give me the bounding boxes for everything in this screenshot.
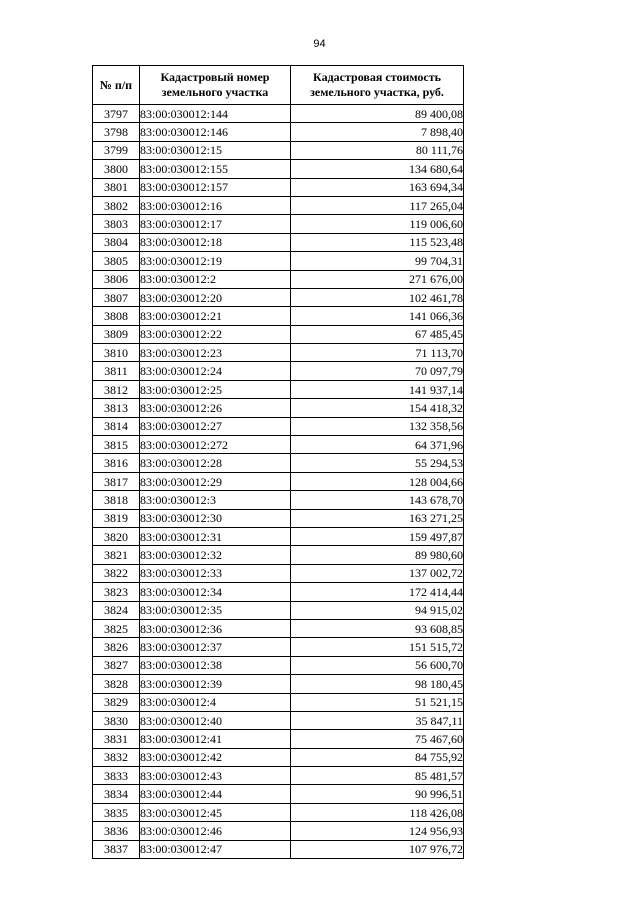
cadastral-number-cell: 83:00:030012:4 xyxy=(140,693,291,711)
row-number-cell: 3820 xyxy=(93,527,140,545)
row-number-cell: 3826 xyxy=(93,638,140,656)
cadastral-cost-cell: 35 847,11 xyxy=(291,711,464,729)
cadastral-number-cell: 83:00:030012:43 xyxy=(140,767,291,785)
cadastral-number-cell: 83:00:030012:155 xyxy=(140,160,291,178)
table-row xyxy=(93,270,464,288)
table-row xyxy=(93,803,464,821)
cadastral-cost-cell: 143 678,70 xyxy=(291,491,464,509)
row-number-cell: 3832 xyxy=(93,748,140,766)
cadastral-number-cell: 83:00:030012:16 xyxy=(140,196,291,214)
cadastral-number-cell: 83:00:030012:28 xyxy=(140,454,291,472)
table-row xyxy=(93,417,464,435)
row-number-cell: 3830 xyxy=(93,711,140,729)
table-row xyxy=(93,730,464,748)
cadastral-cost-cell: 75 467,60 xyxy=(291,730,464,748)
cadastral-number-cell: 83:00:030012:46 xyxy=(140,822,291,840)
table-row xyxy=(93,693,464,711)
cadastral-cost-cell: 163 694,34 xyxy=(291,178,464,196)
table-body xyxy=(93,105,464,859)
cadastral-number-cell: 83:00:030012:32 xyxy=(140,546,291,564)
table-row xyxy=(93,638,464,656)
table-row xyxy=(93,215,464,233)
cadastral-number-cell: 83:00:030012:38 xyxy=(140,656,291,674)
cadastral-cost-cell: 7 898,40 xyxy=(291,123,464,141)
table-row xyxy=(93,233,464,251)
cadastral-cost-cell: 55 294,53 xyxy=(291,454,464,472)
row-number-cell: 3816 xyxy=(93,454,140,472)
table-row xyxy=(93,546,464,564)
table-row xyxy=(93,491,464,509)
cadastral-cost-cell: 271 676,00 xyxy=(291,270,464,288)
row-number-cell: 3822 xyxy=(93,564,140,582)
table-row xyxy=(93,436,464,454)
cadastral-cost-cell: 172 414,44 xyxy=(291,583,464,601)
cadastral-cost-cell: 56 600,70 xyxy=(291,656,464,674)
cadastral-number-cell: 83:00:030012:29 xyxy=(140,472,291,490)
cadastral-number-cell: 83:00:030012:30 xyxy=(140,509,291,527)
cadastral-cost-cell: 159 497,87 xyxy=(291,527,464,545)
row-number-cell: 3817 xyxy=(93,472,140,490)
cadastral-cost-cell: 107 976,72 xyxy=(291,840,464,858)
cadastral-cost-cell: 154 418,32 xyxy=(291,399,464,417)
table-row xyxy=(93,160,464,178)
table-row xyxy=(93,711,464,729)
cadastral-number-cell: 83:00:030012:31 xyxy=(140,527,291,545)
row-number-cell: 3803 xyxy=(93,215,140,233)
row-number-cell: 3825 xyxy=(93,619,140,637)
row-number-cell: 3828 xyxy=(93,675,140,693)
table-row xyxy=(93,509,464,527)
table-row xyxy=(93,307,464,325)
row-number-cell: 3815 xyxy=(93,436,140,454)
page-number: 94 xyxy=(313,38,326,50)
row-number-cell: 3835 xyxy=(93,803,140,821)
cadastral-number-cell: 83:00:030012:146 xyxy=(140,123,291,141)
table-row xyxy=(93,822,464,840)
cadastral-number-cell: 83:00:030012:22 xyxy=(140,325,291,343)
cadastral-cost-cell: 163 271,25 xyxy=(291,509,464,527)
cadastral-cost-cell: 119 006,60 xyxy=(291,215,464,233)
cadastral-number-cell: 83:00:030012:36 xyxy=(140,619,291,637)
cadastral-number-cell: 83:00:030012:44 xyxy=(140,785,291,803)
row-number-cell: 3813 xyxy=(93,399,140,417)
cadastral-cost-cell: 141 937,14 xyxy=(291,380,464,398)
cadastral-cost-cell: 102 461,78 xyxy=(291,288,464,306)
cadastral-number-cell: 83:00:030012:24 xyxy=(140,362,291,380)
cadastral-number-cell: 83:00:030012:40 xyxy=(140,711,291,729)
cadastral-number-cell: 83:00:030012:2 xyxy=(140,270,291,288)
cadastral-number-cell: 83:00:030012:47 xyxy=(140,840,291,858)
cadastral-cost-cell: 67 485,45 xyxy=(291,325,464,343)
row-number-cell: 3827 xyxy=(93,656,140,674)
cadastral-number-cell: 83:00:030012:45 xyxy=(140,803,291,821)
table-row xyxy=(93,601,464,619)
row-number-cell: 3800 xyxy=(93,160,140,178)
cadastral-cost-cell: 118 426,08 xyxy=(291,803,464,821)
cadastral-cost-cell: 115 523,48 xyxy=(291,233,464,251)
cadastral-number-cell: 83:00:030012:18 xyxy=(140,233,291,251)
table-row xyxy=(93,454,464,472)
row-number-cell: 3798 xyxy=(93,123,140,141)
table-row xyxy=(93,288,464,306)
row-number-cell: 3837 xyxy=(93,840,140,858)
cadastral-cost-cell: 93 608,85 xyxy=(291,619,464,637)
cadastral-cost-cell: 141 066,36 xyxy=(291,307,464,325)
cadastral-cost-cell: 89 980,60 xyxy=(291,546,464,564)
cadastral-cost-cell: 151 515,72 xyxy=(291,638,464,656)
table-row xyxy=(93,362,464,380)
table-row xyxy=(93,748,464,766)
cadastral-cost-cell: 134 680,64 xyxy=(291,160,464,178)
table-row xyxy=(93,675,464,693)
cadastral-number-cell: 83:00:030012:19 xyxy=(140,252,291,270)
table-row xyxy=(93,252,464,270)
table-header xyxy=(93,66,464,105)
cadastral-value-table xyxy=(92,65,464,859)
table-row xyxy=(93,178,464,196)
cadastral-number-cell: 83:00:030012:3 xyxy=(140,491,291,509)
cadastral-number-cell: 83:00:030012:15 xyxy=(140,141,291,159)
table-row xyxy=(93,344,464,362)
cadastral-number-cell: 83:00:030012:23 xyxy=(140,344,291,362)
row-number-cell: 3799 xyxy=(93,141,140,159)
cadastral-number-cell: 83:00:030012:157 xyxy=(140,178,291,196)
cadastral-number-cell: 83:00:030012:35 xyxy=(140,601,291,619)
cadastral-cost-cell: 117 265,04 xyxy=(291,196,464,214)
row-number-cell: 3804 xyxy=(93,233,140,251)
table-row xyxy=(93,619,464,637)
row-number-cell: 3833 xyxy=(93,767,140,785)
table-row xyxy=(93,583,464,601)
cadastral-cost-cell: 85 481,57 xyxy=(291,767,464,785)
cadastral-cost-cell: 94 915,02 xyxy=(291,601,464,619)
cadastral-cost-cell: 99 704,31 xyxy=(291,252,464,270)
cadastral-number-cell: 83:00:030012:42 xyxy=(140,748,291,766)
row-number-cell: 3808 xyxy=(93,307,140,325)
row-number-cell: 3801 xyxy=(93,178,140,196)
cadastral-cost-cell: 137 002,72 xyxy=(291,564,464,582)
cadastral-number-cell: 83:00:030012:34 xyxy=(140,583,291,601)
row-number-cell: 3812 xyxy=(93,380,140,398)
cadastral-cost-cell: 80 111,76 xyxy=(291,141,464,159)
table-row xyxy=(93,325,464,343)
row-number-cell: 3797 xyxy=(93,105,140,123)
header-row xyxy=(93,66,464,105)
cadastral-number-cell: 83:00:030012:21 xyxy=(140,307,291,325)
cadastral-number-cell: 83:00:030012:20 xyxy=(140,288,291,306)
cadastral-cost-cell: 51 521,15 xyxy=(291,693,464,711)
header-cadastral-cost: Кадастровая стоимость земельного участка, руб. xyxy=(291,66,464,105)
cadastral-cost-cell: 124 956,93 xyxy=(291,822,464,840)
cadastral-number-cell: 83:00:030012:26 xyxy=(140,399,291,417)
cadastral-number-cell: 83:00:030012:144 xyxy=(140,105,291,123)
row-number-cell: 3802 xyxy=(93,196,140,214)
cadastral-cost-cell: 71 113,70 xyxy=(291,344,464,362)
table-row xyxy=(93,196,464,214)
table-row xyxy=(93,123,464,141)
row-number-cell: 3821 xyxy=(93,546,140,564)
cadastral-number-cell: 83:00:030012:33 xyxy=(140,564,291,582)
table-row xyxy=(93,380,464,398)
cadastral-number-cell: 83:00:030012:39 xyxy=(140,675,291,693)
row-number-cell: 3806 xyxy=(93,270,140,288)
table-row xyxy=(93,527,464,545)
row-number-cell: 3819 xyxy=(93,509,140,527)
cadastral-number-cell: 83:00:030012:25 xyxy=(140,380,291,398)
table-row xyxy=(93,141,464,159)
row-number-cell: 3818 xyxy=(93,491,140,509)
row-number-cell: 3829 xyxy=(93,693,140,711)
row-number-cell: 3807 xyxy=(93,288,140,306)
table-row xyxy=(93,840,464,858)
cadastral-number-cell: 83:00:030012:41 xyxy=(140,730,291,748)
table-row xyxy=(93,105,464,123)
table-row xyxy=(93,472,464,490)
header-cadastral-number: Кадастровый номер земельного участка xyxy=(140,66,291,105)
row-number-cell: 3836 xyxy=(93,822,140,840)
cadastral-number-cell: 83:00:030012:272 xyxy=(140,436,291,454)
table-row xyxy=(93,656,464,674)
cadastral-cost-cell: 98 180,45 xyxy=(291,675,464,693)
row-number-cell: 3814 xyxy=(93,417,140,435)
header-num: № п/п xyxy=(93,66,140,105)
table-row xyxy=(93,564,464,582)
cadastral-cost-cell: 128 004,66 xyxy=(291,472,464,490)
cadastral-cost-cell: 84 755,92 xyxy=(291,748,464,766)
table-row xyxy=(93,399,464,417)
cadastral-number-cell: 83:00:030012:27 xyxy=(140,417,291,435)
cadastral-cost-cell: 64 371,96 xyxy=(291,436,464,454)
row-number-cell: 3805 xyxy=(93,252,140,270)
cadastral-cost-cell: 70 097,79 xyxy=(291,362,464,380)
cadastral-cost-cell: 132 358,56 xyxy=(291,417,464,435)
row-number-cell: 3810 xyxy=(93,344,140,362)
cadastral-cost-cell: 90 996,51 xyxy=(291,785,464,803)
cadastral-number-cell: 83:00:030012:37 xyxy=(140,638,291,656)
cadastral-number-cell: 83:00:030012:17 xyxy=(140,215,291,233)
row-number-cell: 3823 xyxy=(93,583,140,601)
cadastral-cost-cell: 89 400,08 xyxy=(291,105,464,123)
table-row xyxy=(93,767,464,785)
row-number-cell: 3831 xyxy=(93,730,140,748)
row-number-cell: 3824 xyxy=(93,601,140,619)
row-number-cell: 3834 xyxy=(93,785,140,803)
row-number-cell: 3809 xyxy=(93,325,140,343)
table-row xyxy=(93,785,464,803)
row-number-cell: 3811 xyxy=(93,362,140,380)
